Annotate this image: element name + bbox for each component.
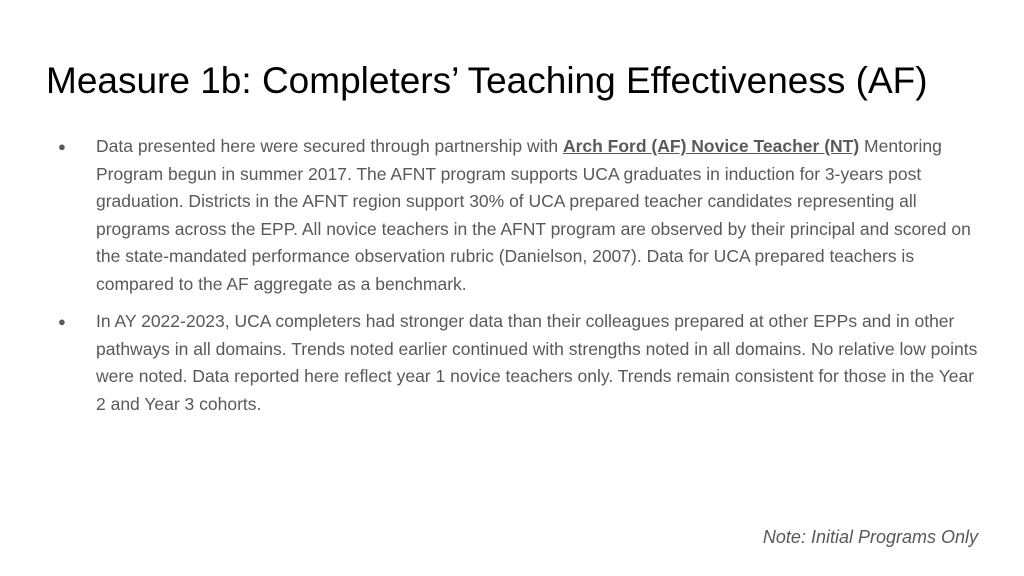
slide-title: Measure 1b: Completers’ Teaching Effectiveness (AF): [46, 60, 928, 101]
bullet-text: In AY 2022-2023, UCA completers had stronger data than their colleagues prepared at other EPPs and in other pathways in all domains. Trends noted earlier continued with strengths noted in all domains. No relative low points were noted. Data reported here reflect year 1 novice teachers only. Trends remain consistent for those in the Year 2 and Year 3 cohorts.: [96, 311, 978, 414]
bullet-dot-icon: ●: [58, 314, 66, 329]
bullet-dot-icon: ●: [58, 139, 66, 154]
bullet-item-results: [58, 308, 986, 418]
bullet-text-before-link: Data presented here were secured through partnership with: [96, 136, 563, 156]
footnote: Note: Initial Programs Only: [762, 527, 978, 547]
bullet-item-partnership: [58, 133, 986, 298]
arch-ford-link[interactable]: Arch Ford (AF) Novice Teacher (NT): [562, 136, 860, 156]
bullet-list: [58, 133, 986, 428]
bullet-text-after-link: Mentoring Program begun in summer 2017. The AFNT program supports UCA graduates in induction for 3-years post graduation. Districts in the AFNT region support 30% of UCA prepared teacher candidates representing all programs across the EPP. All novice teachers in the AFNT program are observed by their principal and scored on the state-mandated performance observation rubric (Danielson, 2007). Data for UCA prepared teachers is compared to the AF aggregate as a benchmark.: [96, 136, 971, 294]
